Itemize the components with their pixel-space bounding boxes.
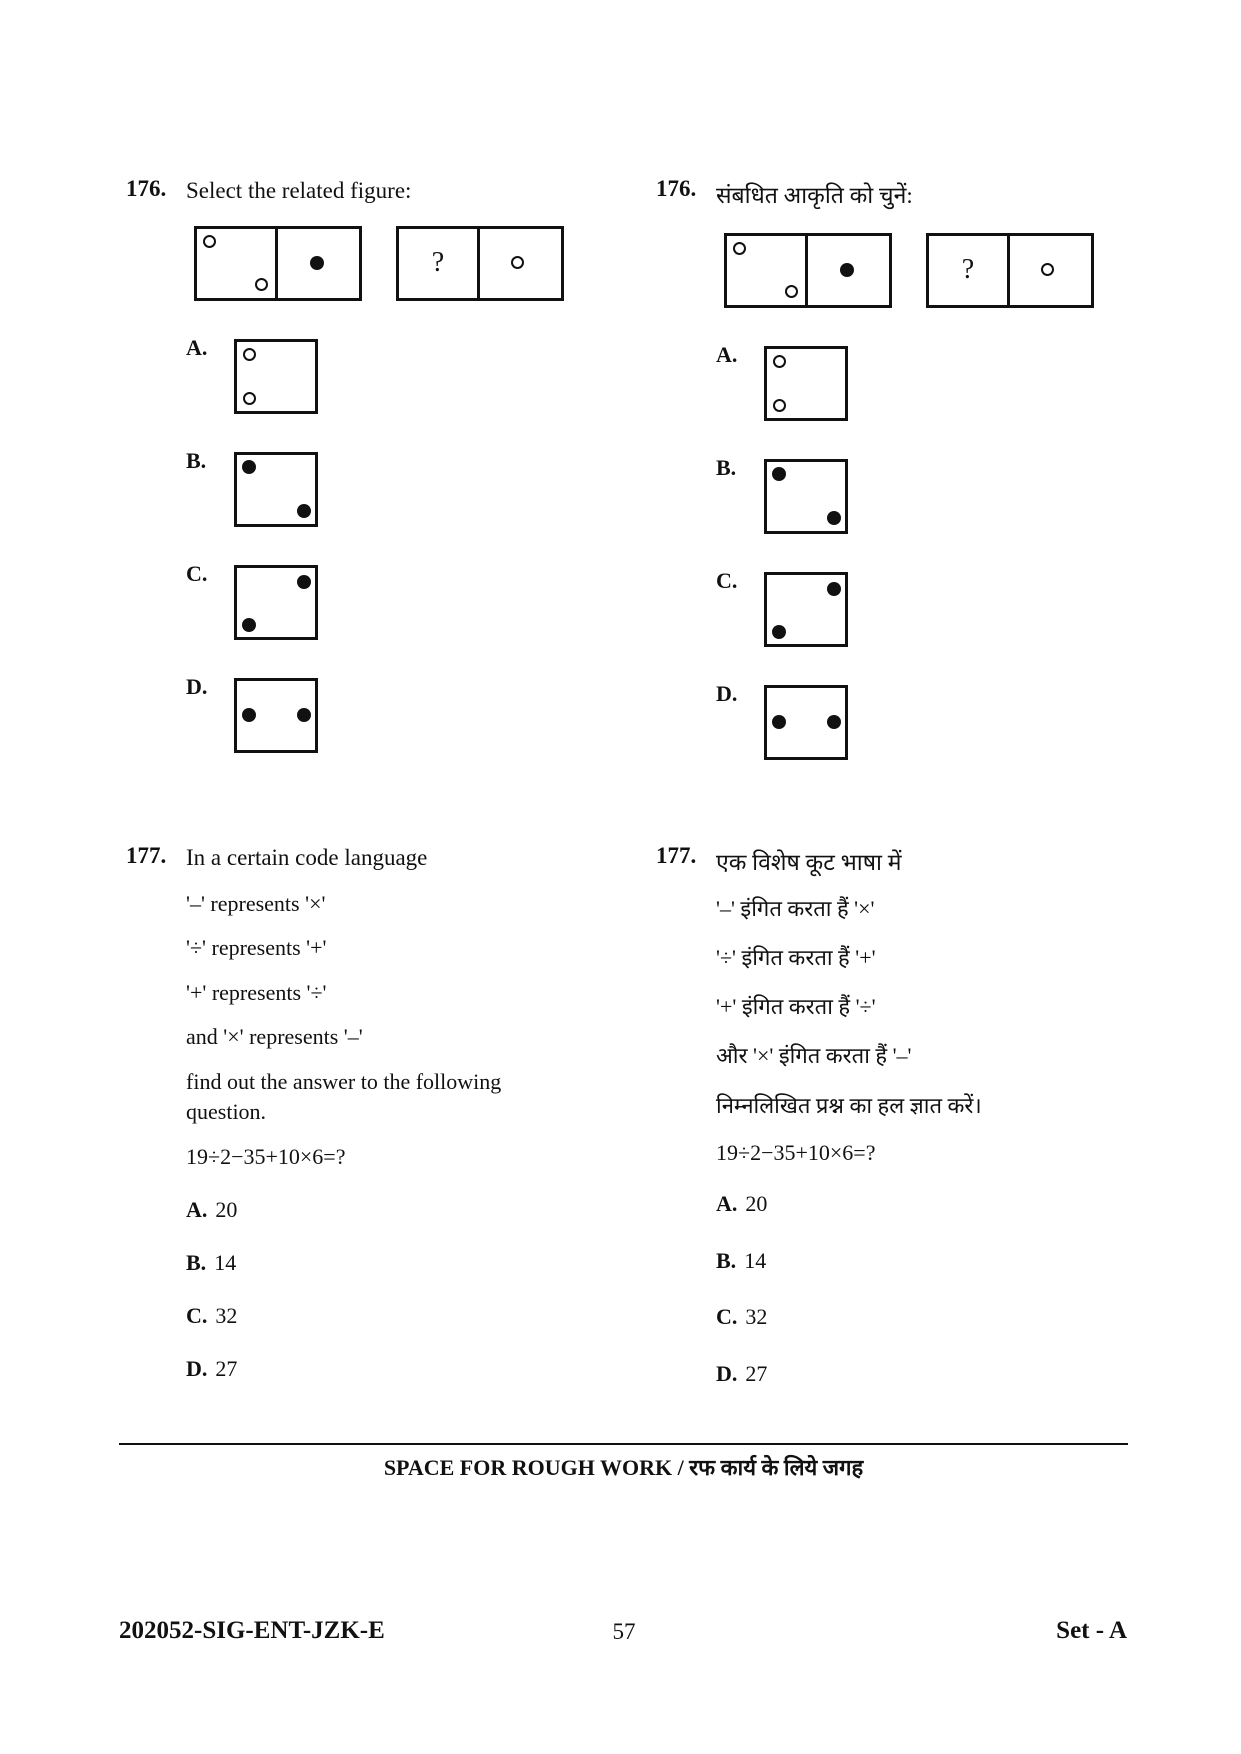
hollow-circle [773, 399, 786, 412]
hollow-circle [785, 285, 798, 298]
q176-option-a-figure-en[interactable] [234, 339, 318, 414]
figure-cell [480, 226, 564, 301]
q176-option-a-figure-hi[interactable] [764, 346, 848, 421]
filled-circle [840, 263, 854, 277]
q177-option-b-hi[interactable] [716, 1248, 766, 1274]
option-label: C. [186, 1303, 208, 1328]
figure-cell [396, 226, 480, 301]
figure-cell [194, 226, 278, 301]
figure-cell [926, 233, 1010, 308]
option-value: 32 [215, 1303, 238, 1328]
q176-answer-figure-hi [926, 233, 1094, 308]
option-value: 14 [214, 1250, 237, 1275]
q176-option-b-label-en: B. [186, 448, 207, 473]
option-label: A. [186, 1197, 208, 1222]
q177-rule-2-en: '÷' represents '+' [186, 935, 327, 960]
filled-circle [242, 708, 256, 722]
q176-option-c-figure-hi[interactable] [764, 572, 848, 647]
q177-rule-1-en: '–' represents '×' [186, 891, 326, 916]
figure-cell [808, 233, 892, 308]
hollow-circle [203, 235, 216, 248]
filled-circle [827, 715, 841, 729]
q177-option-a-en[interactable] [186, 1197, 237, 1223]
filled-circle [297, 504, 311, 518]
q176-option-d-figure-hi[interactable] [764, 685, 848, 760]
question-mark: ? [961, 254, 975, 285]
q177-option-d-hi[interactable] [716, 1361, 767, 1387]
q177-intro-hi: एक विशेष कूट भाषा में [716, 850, 902, 875]
q176-text-hi: संबधित आकृति को चुनें: [716, 183, 913, 208]
hollow-circle [243, 348, 256, 361]
q176-option-a-label-en: A. [186, 335, 208, 360]
q177-option-c-en[interactable] [186, 1303, 237, 1329]
filled-circle [297, 708, 311, 722]
q176-option-d-label-hi: D. [716, 681, 738, 706]
hollow-circle [733, 242, 746, 255]
q177-number-en: 177. [126, 843, 167, 868]
filled-circle [242, 618, 256, 632]
q176-option-b-figure-en[interactable] [234, 452, 318, 527]
q176-option-d-figure-en[interactable] [234, 678, 318, 753]
q177-option-b-en[interactable] [186, 1250, 236, 1276]
q176-problem-figure-hi [724, 233, 892, 308]
q177-option-c-hi[interactable] [716, 1304, 767, 1330]
option-value: 27 [745, 1361, 768, 1386]
figure-cell [278, 226, 362, 301]
option-value: 20 [215, 1197, 238, 1222]
option-label: B. [716, 1248, 737, 1273]
q177-rule-4-hi: और '×' इंगित करता हैं '–' [716, 1043, 912, 1068]
figure-cell [724, 233, 808, 308]
q176-option-d-label-en: D. [186, 674, 208, 699]
filled-circle [242, 460, 256, 474]
filled-circle [772, 467, 786, 481]
hollow-circle [511, 256, 524, 269]
q176-number-hi: 176. [656, 176, 697, 201]
q177-equation-hi: 19÷2−35+10×6=? [716, 1140, 876, 1165]
filled-circle [772, 625, 786, 639]
hollow-circle [773, 355, 786, 368]
figure-cell [1010, 233, 1094, 308]
hollow-circle [1041, 263, 1054, 276]
set-label: Set - A [1056, 1617, 1127, 1644]
filled-circle [297, 575, 311, 589]
page-number: 57 [612, 1619, 636, 1644]
q176-option-c-figure-en[interactable] [234, 565, 318, 640]
q176-answer-figure-en [396, 226, 564, 301]
q176-number-en: 176. [126, 176, 167, 201]
rough-work-divider [119, 1443, 1128, 1445]
hollow-circle [255, 278, 268, 291]
q177-rule-3-hi: '+' इंगित करता हैं '÷' [716, 994, 876, 1019]
q177-rule-2-hi: '÷' इंगित करता हैं '+' [716, 945, 876, 970]
q176-text-en: Select the related figure: [186, 178, 412, 203]
filled-circle [310, 256, 324, 270]
q176-option-a-label-hi: A. [716, 342, 738, 367]
q177-number-hi: 177. [656, 843, 697, 868]
paper-code: 202052-SIG-ENT-JZK-E [119, 1617, 385, 1644]
option-value: 14 [744, 1248, 767, 1273]
q176-option-b-label-hi: B. [716, 455, 737, 480]
option-value: 32 [745, 1304, 768, 1329]
rough-work-heading: SPACE FOR ROUGH WORK / रफ कार्य के लिये जगह [383, 1455, 864, 1480]
option-label: C. [716, 1304, 738, 1329]
q176-option-b-figure-hi[interactable] [764, 459, 848, 534]
q177-find-line-1-en: find out the answer to the following [186, 1069, 502, 1094]
q177-find-line-2-en: question. [186, 1099, 267, 1124]
option-value: 20 [745, 1191, 768, 1216]
q177-option-a-hi[interactable] [716, 1191, 767, 1217]
q176-option-c-label-hi: C. [716, 568, 738, 593]
q177-rule-3-en: '+' represents '÷' [186, 980, 327, 1005]
option-label: A. [716, 1191, 738, 1216]
q177-option-d-en[interactable] [186, 1356, 237, 1382]
filled-circle [827, 582, 841, 596]
filled-circle [772, 715, 786, 729]
q176-option-c-label-en: C. [186, 561, 208, 586]
question-mark: ? [431, 247, 445, 278]
q177-rule-4-en: and '×' represents '–' [186, 1024, 363, 1049]
hollow-circle [243, 392, 256, 405]
filled-circle [827, 511, 841, 525]
q177-intro-en: In a certain code language [186, 845, 428, 870]
option-label: D. [716, 1361, 738, 1386]
option-label: B. [186, 1250, 207, 1275]
option-label: D. [186, 1356, 208, 1381]
q177-rule-1-hi: '–' इंगित करता हैं '×' [716, 896, 875, 921]
q177-equation-en: 19÷2−35+10×6=? [186, 1144, 346, 1169]
q177-find-hi: निम्नलिखित प्रश्न का हल ज्ञात करें। [716, 1093, 982, 1118]
q176-problem-figure-en [194, 226, 362, 301]
option-value: 27 [215, 1356, 238, 1381]
